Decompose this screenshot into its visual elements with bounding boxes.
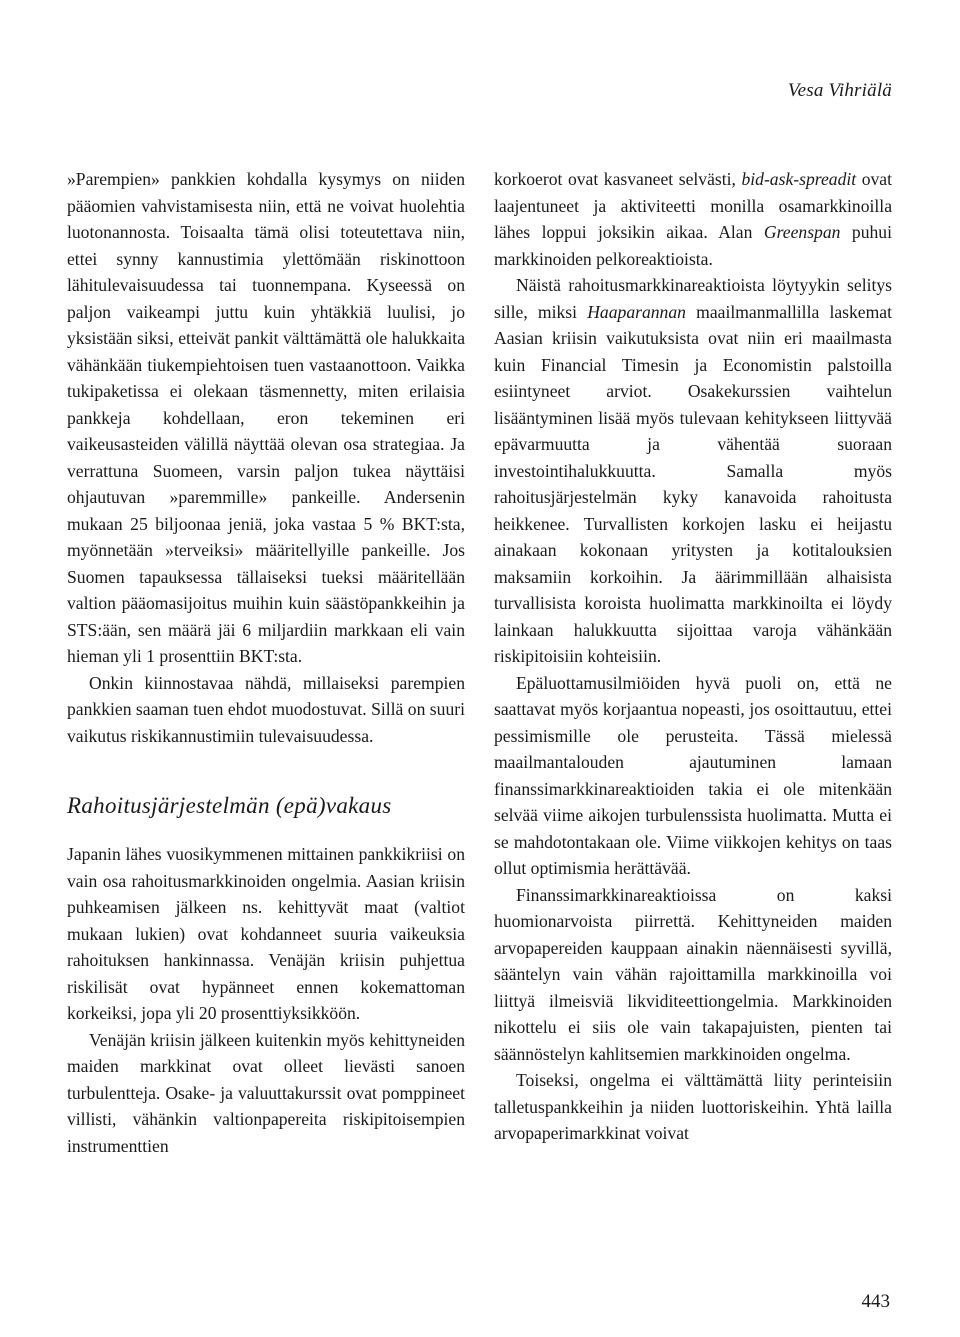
running-head-author: Vesa Vihriälä	[787, 80, 892, 101]
right-p1-text-c: puhui markkinoiden pelkoreaktioista.	[494, 222, 892, 269]
left-paragraph-1: »Parempien» pankkien kohdalla kysymys on niiden pääomien vahvistamisesta niin, että ne voivat huolehtia luotonannosta. Toisaalta tämä olisi toteutettava niin, ettei synny kannustimia ylettömään riskinottoon lähitulevaisuudessa tai tuonnempana. Kyseessä on paljon vaikeampi juttu kuin yhtäkkiä luulisi, jo yksistään siksi, etteivät pankit välttämättä ole halukkaita vähänkään tiukempiehtoisen tuen vastaanottoon. Vaikka tukipaketissa ei olekaan täsmennetty, miten erilaisia pankkeja kohdellaan, eron tekeminen eri vaikeusasteiden välillä näyttää olevan osa strategiaa. Ja verrattuna Suomeen, varsin paljon tukea näyttäisi ohjautuvan »paremmille» pankeille. Andersenin mukaan 25 biljoonaa jeniä, joka vastaa 5 % BKT:sta, myönnetään »terveiksi» määritellyille pankeille. Jos Suomen tapauksessa tällaiseksi tueksi määritellään valtion pääomasijoitus muihin kuin säästöpankkeihin ja STS:ään, sen määrä jäi 6 miljardiin markkaan eli vain hieman yli 1 prosenttiin BKT:sta.	[67, 169, 465, 666]
right-paragraph-2	[494, 272, 892, 670]
left-paragraph-4: Venäjän kriisin jälkeen kuitenkin myös kehittyneiden maiden markkinat ovat olleet lievästi sanoen turbulentteja. Osake- ja valuuttakurssit ovat pomppineet villisti, vähänkin valtionpapereita riskipitoisempien instrumenttien	[67, 1029, 465, 1156]
right-column	[494, 166, 892, 1147]
page-number: 443	[861, 1291, 890, 1312]
left-paragraph-2: Onkin kiinnostavaa nähdä, millaiseksi parempien pankkien saaman tuen ehdot muodostuvat. Sillä on suuri vaikutus riskikannustimiin tulevaisuudessa.	[67, 672, 465, 746]
right-p2-text-b: maailmanmallilla laskemat Aasian kriisin vaikutuksista ovat niin eri maailmasta kuin Financial Timesin ja Economistin palstoilla esiintyneet arviot. Osakekurssien vaihtelun lisääntyminen lisää myös tulevaan kehitykseen liittyvää epävarmuutta ja vähentää suoraan investointihalukkuutta. Samalla myös rahoitusjärjestelmän kyky kanavoida rahoitusta heikkenee. Turvallisten korkojen lasku ei heijastu ainakaan kokonaan yritysten ja kotitalouksien maksamiin korkoihin. Ja äärimmillään alhaisista turvallisista koroista huolimatta markkinoilta ei löydy lainkaan halukkuutta sijoittaa varoja vähänkään riskipitoisiin kohteisiin.	[494, 301, 892, 666]
right-paragraph-5: Toiseksi, ongelma ei välttämättä liity perinteisiin talletuspankkeihin ja niiden luottoriskeihin. Yhtä lailla arvopaperimarkkinat voivat	[494, 1070, 892, 1143]
section-heading: Rahoitusjärjestelmän (epä)vakaus	[67, 793, 392, 818]
right-p1-italic-term: bid-ask-spreadit	[741, 169, 857, 189]
right-p1-text-a: korkoerot ovat kasvaneet selvästi,	[494, 169, 742, 189]
right-p1-italic-name: Greenspan	[763, 222, 841, 242]
right-p1-text-b: ovat laajentuneet ja aktiviteetti monilla osamarkkinoilla lähes loppui joksikin aikaa. Alan	[494, 169, 892, 242]
right-p2-italic-name: Haaparannan	[587, 301, 686, 322]
left-paragraph-3: Japanin lähes vuosikymmenen mittainen pankkikriisi on vain osa rahoitusmarkkinoiden ongelmia. Aasian kriisin puhkeamisen jälkeen ns. kehittyvät maat (valtiot mukaan lukien) ovat kohdanneet suuria vaikeuksia rahoituksen hankinnassa. Venäjän kriisin puhjettua riskilisät ovat hypänneet ennen kokemattoman korkeiksi, jopa yli 20 prosenttiyksikköön.	[67, 844, 465, 1023]
right-paragraph-1	[494, 166, 892, 272]
right-paragraph-3: Epäluottamusilmiöiden hyvä puoli on, että ne saattavat myös korjaantua nopeasti, jos osoittautuu, ettei pessimismille ole perusteita. Tässä mielessä maailmantalouden ajautuminen lamaan finanssimarkkinareaktioiden takia ei ole mitenkään selvää viime aikojen turbulenssista huolimatta. Mutta ei se mahdotontakaan ole. Viime viikkojen kehitys on taas ollut optimismia herättävää.	[494, 672, 892, 878]
left-column	[67, 166, 465, 1159]
right-p2-text-a: Näistä rahoitusmarkkinareaktioista löytyykin selitys sille, miksi	[494, 275, 892, 322]
right-paragraph-4: Finanssimarkkinareaktioissa on kaksi huomionarvoista piirrettä. Kehittyneiden maiden arvopapereiden kauppaan ainakin näennäisesti syvillä, sääntelyn vain vähän rajoittamilla markkinoilla voi liittyä ilmeisviä likviditeettiongelmia. Markkinoiden nikottelu ei siis ole vain takapajuisten, pienten tai säännöstelyn kahlitsemien markkinoiden ongelma.	[494, 884, 892, 1064]
